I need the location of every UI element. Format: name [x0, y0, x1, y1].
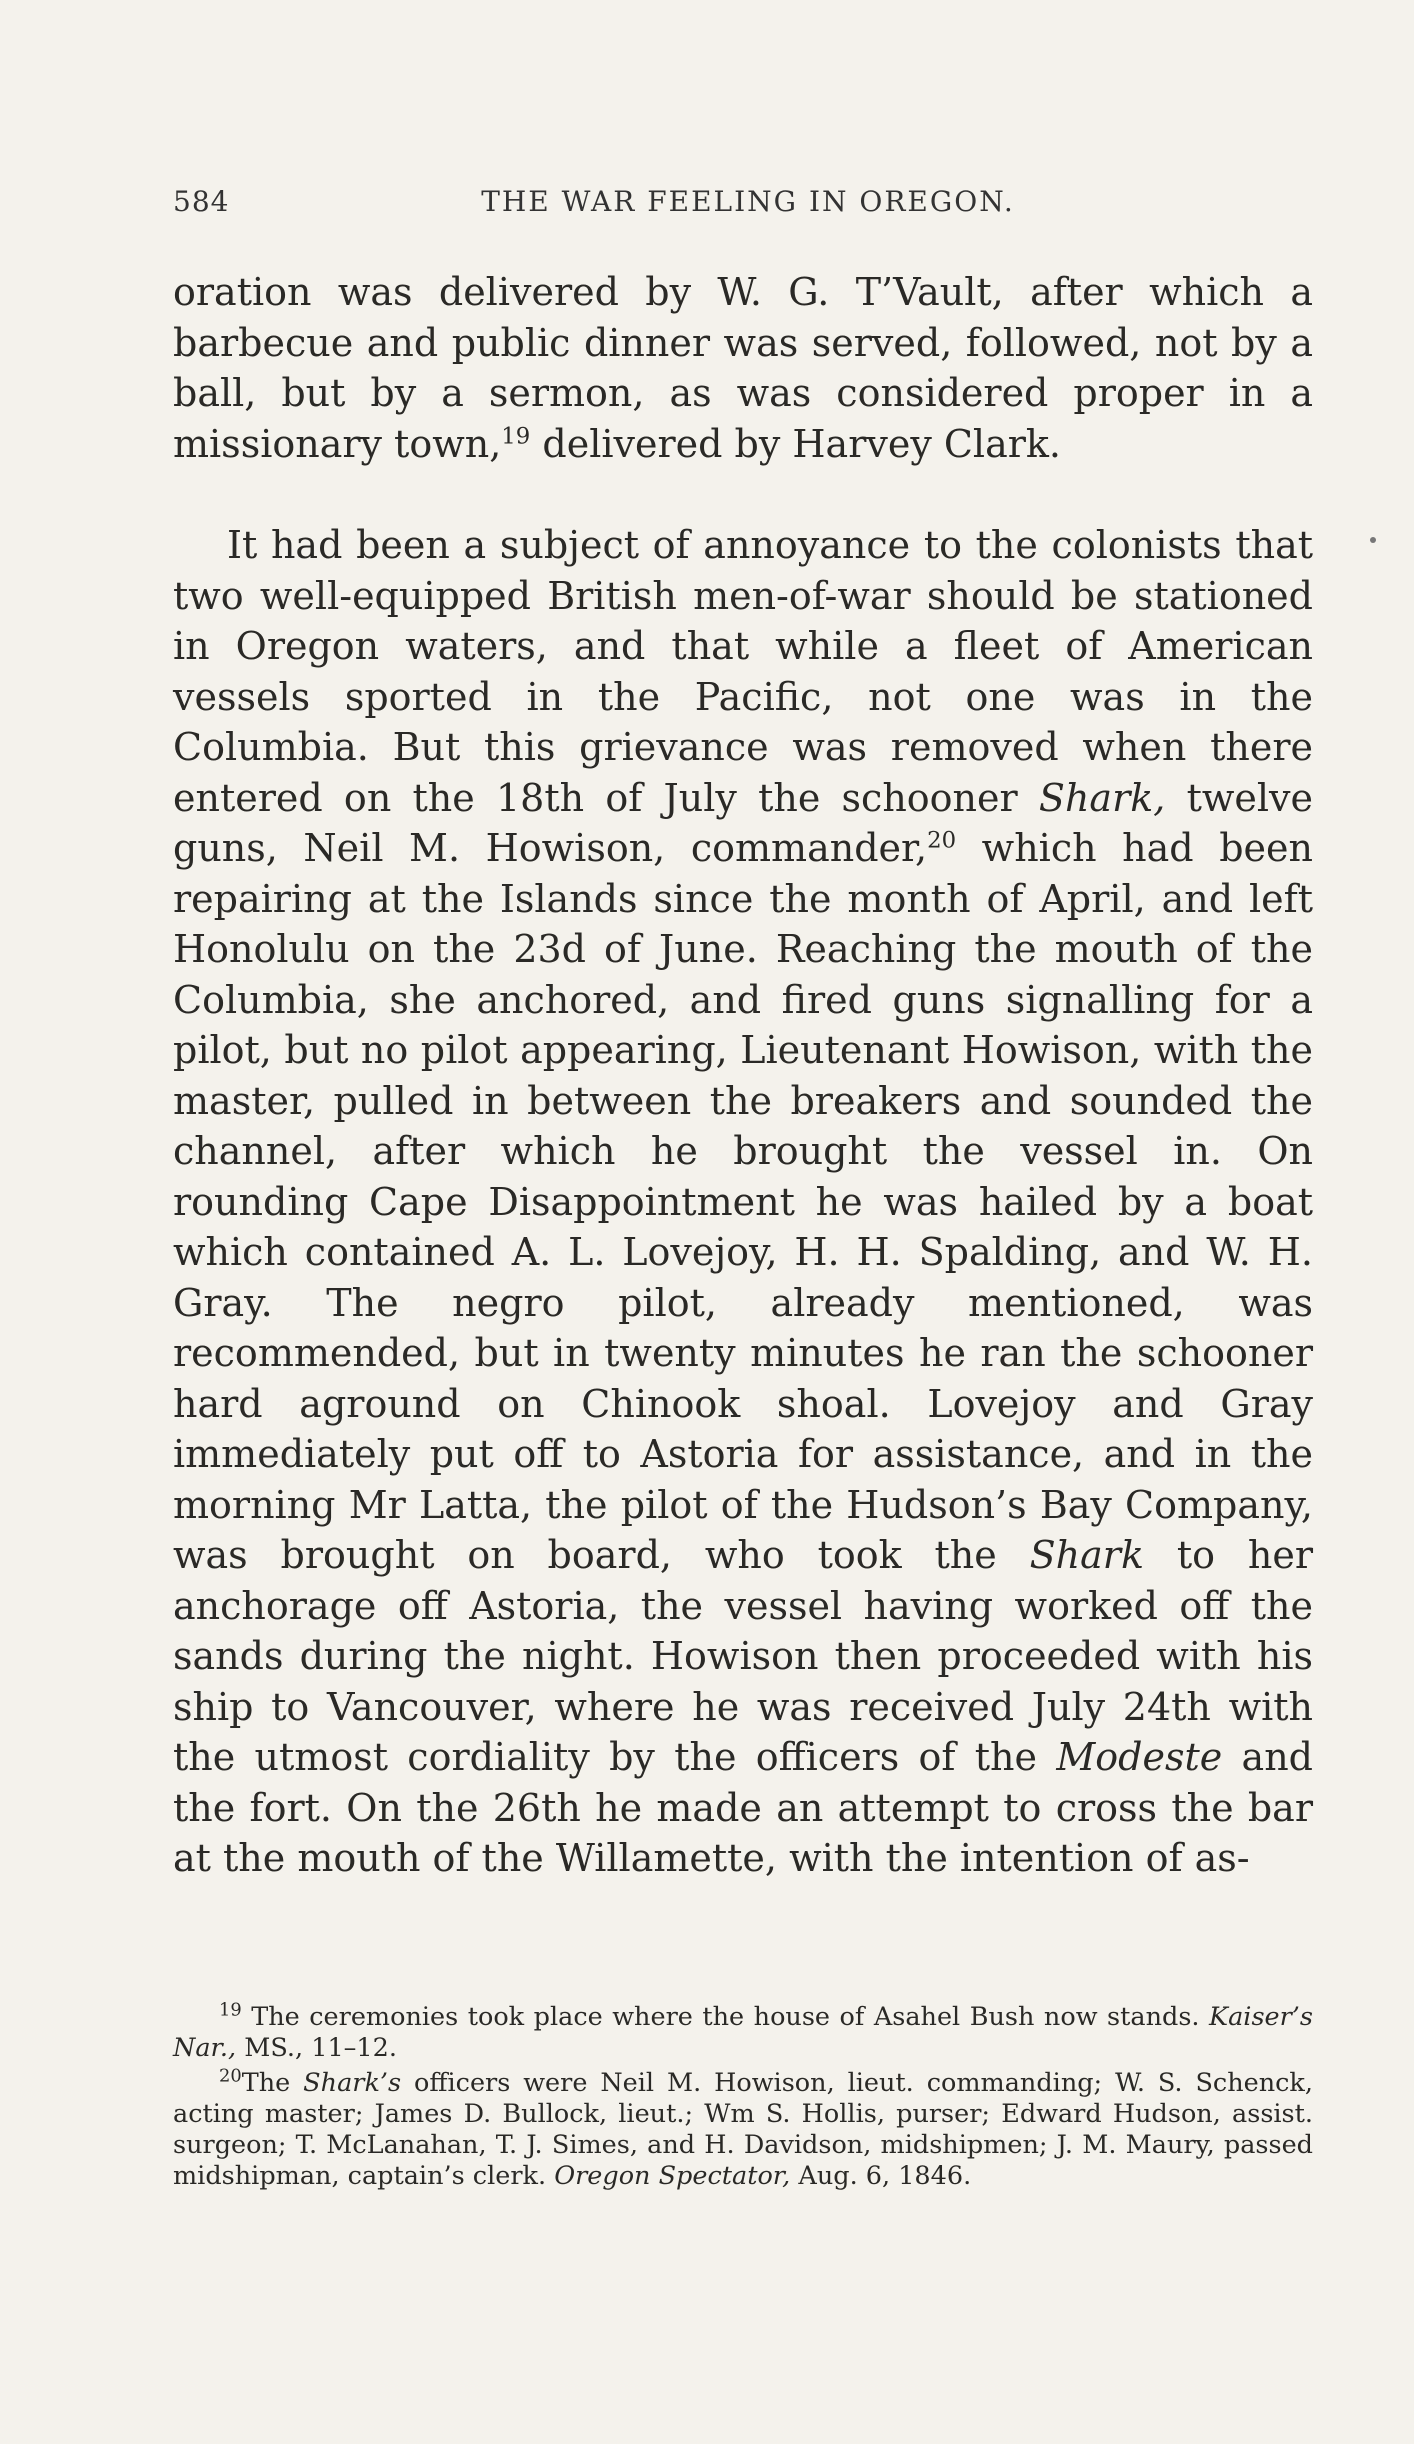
paragraph-1 — [173, 267, 1313, 469]
paragraph-2 — [173, 520, 1313, 1884]
paragraph-text: which had been repairing at the Islands since the month of April, and left Honolulu on the 23d of June. Reaching the mouth of the Columbia, she anchored, and fired guns signalling for a pilot, but no pilot appearing, Lieutenant Howison, with the master, pulled in between the breakers and sounded the channel, after which he brought the vessel in. On rounding Cape Disappointment he was hailed by a boat which contained A. L. Lovejoy, H. H. Spalding, and W. H. Gray. The negro pilot, already mentioned, was recommended, but in twenty minutes he ran the schooner hard aground on Chinook shoal. Lovejoy and Gray immediately put off to Astoria for assistance, and in the morning Mr Latta, the pilot of the Hudson’s Bay Company, was brought on board, who took the — [173, 826, 1313, 1577]
footnote-citation: Kaiser’s Nar., — [173, 2002, 1313, 2063]
footnote-text: The — [241, 2068, 304, 2098]
paragraph-text: to her anchorage off Astoria, the vessel having worked off the sands during the night. Howison then proceeded with his ship to Vancouver, where he was received July 24th with the utmost cordiality by the officers of the — [173, 1533, 1313, 1779]
ship-name: Shark’s — [303, 2068, 402, 2098]
paragraph-text: delivered by Harvey Clark. — [530, 421, 1062, 466]
footnotes — [173, 1999, 1313, 2196]
paragraph-text: and the fort. On the 26th he made an attempt to cross the bar at the mouth of the Willamette, with the intention of as- — [173, 1735, 1313, 1880]
footnote-text: Aug. 6, 1846. — [790, 2161, 972, 2191]
footnote-19 — [173, 1999, 1313, 2064]
footnote-text: MS., 11–12. — [236, 2033, 397, 2063]
footnote-citation: Oregon Spectator, — [554, 2161, 791, 2191]
footnote-20 — [173, 2065, 1313, 2192]
paragraph-text: It had been a subject of annoyance to the colonists that two well-equipped British men-of-war should be stationed in Oregon waters, and that while a fleet of American vessels sported in the Pacific, not one was in the Columbia. But this grievance was removed when there entered on the 18th of July the schooner — [173, 523, 1313, 820]
footnote-mark: 19 — [219, 1999, 242, 2021]
ship-name: Shark, — [1038, 775, 1166, 820]
page-number: 584 — [173, 185, 230, 218]
footnote-text: officers were Neil M. Howison, lieut. commanding; W. S. Schenck, acting master; James D. Bullock, lieut.; Wm S. Hollis, purser; Edward Hudson, assist. surgeon; T. McLanahan, T. J. Simes, and H. Davidson, midshipmen; J. M. Maury, passed midshipman, captain’s clerk. — [173, 2068, 1313, 2191]
margin-mark — [1370, 537, 1376, 543]
footnote-mark: 20 — [219, 2065, 242, 2087]
footnote-text: The ceremonies took place where the house of Asahel Bush now stands. — [241, 2002, 1210, 2032]
footnote-ref-20[interactable]: 20 — [927, 827, 957, 854]
running-title: THE WAR FEELING IN OREGON. — [481, 185, 1015, 218]
footnote-ref-19[interactable]: 19 — [501, 422, 531, 449]
ship-name: Shark — [1029, 1533, 1144, 1577]
paragraph-text: twelve guns, Neil M. Howison, commander, — [173, 775, 1313, 870]
ship-name: Modeste — [1056, 1735, 1223, 1779]
running-head — [173, 185, 1323, 225]
paragraph-text: oration was delivered by W. G. T’Vault, after which a barbecue and public dinner was served, followed, not by a ball, but by a sermon, as was considered proper in a missionary town, — [173, 270, 1313, 466]
